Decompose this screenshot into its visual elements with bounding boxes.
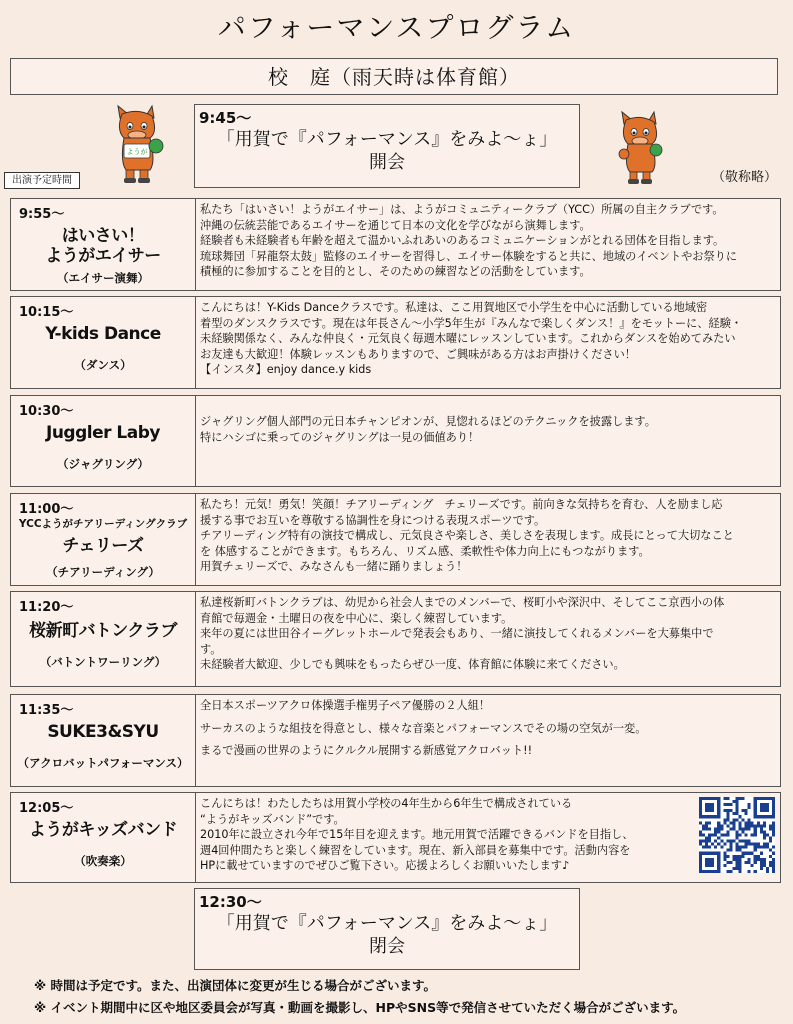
description-line: 着型のダンスクラスです。現在は年長さん～小学5年生が『みんなで楽しくダンス！』をモットーに、経験・ — [200, 316, 743, 330]
description-line: こんにちは！わたしたちは用賀小学校の4年生から6年生で構成されている — [200, 797, 573, 810]
closing-subtitle: 閉会 — [369, 936, 405, 957]
description-line: す。 — [200, 642, 222, 656]
mascot-badge: ようが — [126, 148, 148, 156]
horse-mascot-left-icon — [106, 104, 170, 184]
performance-time: 9:55～ — [19, 207, 65, 222]
note-line: ※ 時間は予定です。また、出演団体に変更が生じる場合がございます。 — [34, 978, 437, 993]
opening-subtitle: 開会 — [369, 152, 405, 173]
performance-time: 11:20～ — [19, 600, 74, 615]
performance-group: YCCようがチアリーディングクラブ — [18, 518, 188, 530]
description-line: 私たち！元気！勇気！笑顔！チアリーディング チェリーズです。前向きな気持ちを育む、人を励まし応 — [200, 498, 723, 511]
performance-header — [10, 198, 196, 291]
schedule-label: 出演予定時間 — [4, 172, 80, 189]
opening-time: 9:45～ — [199, 109, 252, 127]
performance-description — [195, 792, 781, 883]
description-line: 琉球舞団「昇龍祭太鼓」監修のエイサーを習得し、エイサー体験をすると共に、地域のイベントやお祭りに — [200, 249, 738, 263]
opening-title: 「用賀で『パフォーマンス』をみよ～ょ」 — [216, 129, 558, 150]
closing-time: 12:30～ — [199, 893, 262, 911]
page-title: パフォーマンスプログラム — [217, 11, 576, 44]
description-line: ジャグリング個人部門の元日本チャンピオンが、見惚れるほどのテクニックを披露します。 — [200, 415, 656, 428]
description-line: を 体感することができます。もちろん、リズム感、柔軟性や体力向上にもつながります。 — [200, 544, 650, 558]
performance-genre: （エイサー演舞） — [57, 271, 149, 285]
performance-name: SUKE3&SYU — [47, 722, 159, 742]
performance-header — [10, 694, 196, 787]
description-line: 未経験関係なく、みんな仲良く・元気良く毎週木曜にレッスンしています。これからダンスを始めてみたい — [200, 332, 736, 346]
performance-time: 10:15～ — [19, 305, 74, 320]
note-line: ※ イベント期間中に区や地区委員会が写真・動画を撮影し、HPやSNS等で発信させていただく場合がございます。 — [34, 1000, 686, 1015]
description-line: まるで漫画の世界のようにクルクル展開する新感覚アクロバット!! — [200, 744, 533, 758]
description-line: “ようがキッズバンド”です。 — [200, 812, 345, 826]
closing-box — [194, 888, 580, 970]
description-spacer — [200, 736, 776, 743]
performance-genre: （チアリーディング） — [46, 565, 160, 579]
performance-header — [10, 493, 196, 586]
performance-description — [195, 395, 781, 487]
description-line: こんにちは！Y-Kids Danceクラスです。私達は、ここ用賀地区で小学生を中心に活動している地域密 — [200, 301, 708, 314]
description-line: 全日本スポーツアクロ体操選手権男子ペア優勝の２人組！ — [200, 699, 491, 712]
description-line: 援する事でお互いを尊敬する協調性を身につける表現スポーツです。 — [200, 513, 546, 527]
qr-code-icon[interactable] — [698, 797, 776, 873]
performance-time: 11:00～ — [19, 502, 74, 517]
performance-description — [195, 198, 781, 291]
performance-name: はいさい！ — [61, 226, 145, 246]
description-line: 2010年に設立され今年で15年目を迎えます。地元用賀で活躍できるバンドを目指し、 — [200, 828, 634, 842]
description-line: 育館で毎週金・土曜日の夜を中心に、楽しく練習しています。 — [200, 611, 513, 625]
performance-name: Y-kids Dance — [45, 324, 161, 344]
performance-description — [195, 694, 781, 787]
venue-banner: 校 庭（雨天時は体育館） — [10, 58, 778, 95]
description-line: サーカスのような組技を得意とし、様々な音楽とパフォーマンスでその場の空気が一変。 — [200, 721, 647, 735]
description-line: 週4回仲間たちと楽しく練習をしています。現在、新入部員を募集中です。活動内容を — [200, 843, 631, 857]
description-line: 未経験者大歓迎、少しでも興味をもったらぜひ一度、体育館に体験に来てください。 — [200, 658, 625, 672]
description-line: 私達桜新町バトンクラブは、幼児から社会人までのメンバーで、桜町小や深沢中、そしてここ京西小の体 — [200, 596, 725, 609]
performance-name: チェリーズ — [62, 536, 144, 556]
performance-header — [10, 395, 196, 487]
performance-time: 11:35～ — [19, 703, 74, 718]
performance-genre: （吹奏楽） — [74, 854, 132, 868]
description-line: 沖縄の伝統芸能であるエイサーを通じて日本の文化を学びながら演舞します。 — [200, 218, 591, 232]
performance-genre: （ダンス） — [74, 358, 132, 372]
horse-mascot-right-icon — [612, 110, 668, 186]
performance-description — [195, 493, 781, 586]
performance-genre: （ジャグリング） — [57, 457, 149, 471]
description-line: 用賀チェリーズで、みなさんも一緒に踊りましょう！ — [200, 560, 468, 574]
description-line: 経験者も未経験者も年齢を超えて温かいふれあいのあるコミュニケーションがとれる団体を目指します。 — [200, 234, 725, 248]
performance-description — [195, 296, 781, 389]
performance-header — [10, 792, 196, 883]
performance-header — [10, 591, 196, 687]
performance-genre: （バトントワーリング） — [39, 655, 167, 669]
performance-genre: （アクロバットパフォーマンス） — [17, 756, 189, 770]
opening-box — [194, 104, 580, 188]
performance-name: ようがエイサー — [45, 246, 161, 266]
description-line: 積極的に参加することを目的とし、そのための練習などの活動をしています。 — [200, 265, 591, 279]
description-line: 来年の夏には世田谷イーグレットホールで発表会もあり、一緒に演技してくれるメンバーを大募集中で — [200, 627, 714, 641]
closing-title: 「用賀で『パフォーマンス』をみよ～ょ」 — [216, 913, 558, 934]
honorific-note: （敬称略） — [712, 170, 778, 185]
performance-name: 桜新町バトンクラブ — [29, 621, 177, 641]
description-line: 私たち「はいさい！ようがエイサー」は、ようがコミュニティークラブ（YCC）所属の自主クラブです。 — [200, 203, 724, 216]
performance-header — [10, 296, 196, 389]
description-spacer — [200, 714, 776, 721]
performance-name: Juggler Laby — [46, 423, 160, 443]
description-line: お友達も大歓迎！体験レッスンもありますので、ご興味がある方はお声掛けください！ — [200, 347, 636, 361]
description-line: チアリーディング特有の演技で構成し、元気良さや楽しさ、美しさを表現します。成長にとって大切なこと — [200, 529, 734, 543]
performance-name: ようがキッズバンド — [28, 820, 178, 840]
description-line: HPに載せていますのでぜひご覧下さい。応援よろしくお願いいたします♪ — [200, 859, 570, 873]
performance-description — [195, 591, 781, 687]
performance-time: 12:05～ — [19, 801, 74, 816]
description-line: 【インスタ】enjoy dance.y kids — [200, 363, 372, 377]
description-line: 特にハシゴに乗ってのジャグリングは一見の価値あり！ — [200, 430, 480, 444]
performance-time: 10:30～ — [19, 404, 74, 419]
